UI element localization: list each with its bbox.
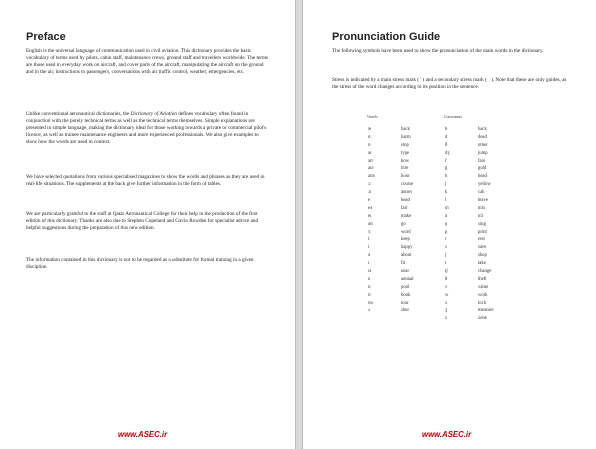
ipa-symbol: t — [445, 261, 447, 267]
ipa-symbol: b — [445, 127, 448, 132]
example-word: course — [401, 182, 414, 188]
example-word: loch — [478, 300, 487, 306]
ipa-symbol: h — [445, 174, 448, 180]
ipa-symbol: m — [445, 205, 449, 211]
consonants-header: Consonants — [444, 115, 462, 119]
example-word: book — [401, 292, 411, 298]
vowel-row — [368, 268, 438, 276]
ipa-symbol: r — [445, 237, 447, 243]
page-title: Preface — [26, 31, 66, 43]
example-word: hire — [401, 166, 409, 172]
consonant-row — [445, 142, 515, 150]
example-word: fit — [401, 261, 406, 267]
ipa-symbol: k — [445, 190, 448, 196]
vowel-row — [368, 221, 438, 229]
consonant-row — [445, 197, 515, 205]
example-word: value — [478, 284, 489, 290]
example-word: back — [401, 127, 410, 132]
vowel-row — [368, 252, 438, 260]
ipa-symbol: θ — [445, 276, 448, 282]
paragraph-text: defines vocabulary often found in conjunction with the purely technical terms as well as the technical terms themselves. Simple explanations are presented in simple language, making the dictionary ideal for those working towards a private or commercial pilot's licence, as well as trainee maintenance engineers and more experienced professionals. We also give examples to show how the words are used in context. — [26, 111, 267, 146]
example-word: theft — [478, 276, 487, 282]
example-word: pool — [401, 284, 410, 290]
example-word: keep — [401, 237, 410, 243]
consonant-row — [445, 284, 515, 292]
consonant-row — [445, 221, 515, 229]
ipa-symbol: d — [445, 134, 448, 140]
example-word: rest — [478, 237, 485, 243]
ipa-symbol: dʒ — [445, 150, 450, 156]
ipa-symbol: eə — [368, 205, 373, 211]
vowel-row — [368, 244, 438, 252]
example-word: word — [401, 229, 411, 235]
ipa-symbol: aɪ — [368, 150, 372, 156]
ipa-symbol: ŋ — [445, 221, 448, 227]
ipa-symbol: p — [445, 229, 448, 235]
vowel-row — [368, 165, 438, 173]
ipa-symbol: v — [445, 284, 448, 290]
ipa-symbol: ɑː — [368, 134, 372, 140]
example-word: how — [401, 158, 410, 164]
ipa-symbol: x — [445, 300, 448, 306]
ipa-symbol: j — [445, 182, 447, 188]
example-word: near — [401, 269, 410, 275]
example-word: other — [478, 142, 488, 148]
example-word: annoy — [401, 190, 413, 196]
vowel-row — [368, 213, 438, 221]
pronunciation-page — [302, 0, 596, 449]
paragraph-text: Unlike conventional aeronautical dictionaries, the — [26, 111, 131, 117]
consonant-row — [445, 315, 515, 323]
consonant-row — [445, 260, 515, 268]
ipa-symbol: i — [368, 245, 370, 251]
example-word: dead — [478, 134, 487, 140]
consonant-row — [445, 213, 515, 221]
vowel-row — [368, 260, 438, 268]
ipa-symbol: ə — [368, 253, 371, 259]
vowel-row — [368, 276, 438, 284]
example-word: head — [478, 174, 487, 180]
ipa-symbol: əʊ — [368, 221, 373, 227]
page-footer: www.ASEC.ir — [118, 430, 168, 439]
example-word: mix — [478, 205, 486, 211]
example-word: take — [478, 261, 486, 267]
consonant-row — [445, 173, 515, 181]
vowel-row — [368, 236, 438, 244]
vowel-row — [368, 292, 438, 300]
example-word: stop — [401, 142, 409, 148]
example-word: work — [478, 292, 488, 298]
consonant-row — [445, 189, 515, 197]
vowel-row — [368, 134, 438, 142]
example-word: tour — [401, 300, 409, 306]
ipa-symbol: aʊə — [368, 174, 375, 180]
consonant-row — [445, 126, 515, 134]
example-word: leave — [478, 198, 488, 204]
example-word: fare — [478, 158, 486, 164]
example-word: go — [401, 221, 406, 227]
pronunciation-intro: The following symbols have been used to show the pronunciation of the main words in the dictionary. — [332, 48, 544, 54]
preface-paragraph-2 — [26, 111, 270, 146]
example-word: back — [478, 127, 487, 132]
ipa-symbol: ɪə — [368, 269, 372, 275]
consonant-row — [445, 229, 515, 237]
preface-paragraph-1: English is the universal language of communication used in civil aviation. This dictionary provides the basic vocabulary of terms used by pilots, cabin staff, maintenance crews, ground staff and travellers worldwide. The terms are those used in everyday work on aircraft, and cover parts of the aircraft, manipulating the aircraft on the ground and in the air, instructions to passengers, conversations with air traffic control, weather, emergencies, etc. — [26, 48, 269, 76]
ipa-symbol: g — [445, 166, 448, 172]
vowel-row — [368, 284, 438, 292]
preface-paragraph-3: We have selected quotations from various specialised magazines to show the words and phrases as they are used in real-life situations. The supplements at the back give further information in the form of tables. — [26, 174, 265, 188]
ipa-symbol: ʌ — [368, 308, 371, 314]
ipa-symbol: ɔɪ — [368, 190, 372, 196]
example-word: hour — [401, 174, 410, 180]
ipa-symbol: ɔː — [368, 182, 372, 188]
consonant-row — [445, 150, 515, 158]
consonant-row — [445, 158, 515, 166]
vowel-row — [368, 197, 438, 205]
consonant-row — [445, 244, 515, 252]
consonant-row — [445, 236, 515, 244]
consonant-row — [445, 300, 515, 308]
ipa-symbol: ʊ — [368, 292, 371, 298]
vowel-row — [368, 158, 438, 166]
example-word: cab — [478, 190, 485, 196]
example-word: measure — [478, 308, 494, 314]
vowel-list — [368, 126, 438, 315]
example-word: shop — [478, 253, 487, 259]
example-word: type — [401, 150, 410, 156]
preface-paragraph-4: We are particularly grateful to the staff at Qatar Aeronautical College for their help in the production of the first edition of this dictionary. Thanks are also due to Stephen Copeland and Gavin Rowden for specialist advice and helpful suggestions during the preparation of this new edition. — [26, 211, 259, 232]
vowel-row — [368, 142, 438, 150]
ipa-symbol: tʃ — [445, 269, 448, 275]
consonant-row — [445, 307, 515, 315]
vowel-row — [368, 173, 438, 181]
stress-note: Stress is indicated by a main stress mark ( ' ) and a secondary stress mark ( ˌ ). Note that these are only guides, as the stress of the word changes according to its position in the sentence. — [332, 77, 567, 91]
ipa-symbol: ɜː — [368, 229, 372, 235]
consonant-list — [445, 126, 515, 323]
ipa-symbol: l — [445, 198, 447, 204]
ipa-symbol: uː — [368, 284, 372, 290]
example-word: fair — [401, 205, 408, 211]
preface-page — [0, 0, 296, 449]
vowels-header: Vowels — [367, 115, 378, 119]
page-title: Pronunciation Guide — [332, 31, 441, 43]
ipa-symbol: u — [368, 276, 371, 282]
ipa-symbol: s — [445, 245, 447, 251]
example-word: head — [401, 198, 410, 204]
vowel-row — [368, 229, 438, 237]
ipa-symbol: æ — [368, 127, 372, 132]
ipa-symbol: ʊə — [368, 300, 373, 306]
consonant-row — [445, 292, 515, 300]
page-footer: www.ASEC.ir — [422, 430, 472, 439]
vowel-row — [368, 307, 438, 315]
ipa-symbol: ɪ — [368, 261, 370, 267]
dictionary-title: Dictionary of Aviation — [130, 111, 177, 117]
example-word: make — [401, 213, 412, 219]
vowel-row — [368, 300, 438, 308]
example-word: change — [478, 269, 492, 275]
example-word: happy — [401, 245, 413, 251]
vowel-row — [368, 150, 438, 158]
ipa-symbol: z — [445, 316, 448, 322]
example-word: about — [401, 253, 412, 259]
example-word: gold — [478, 166, 487, 172]
ipa-symbol: ʃ — [445, 253, 447, 259]
vowel-row — [368, 126, 438, 134]
vowel-row — [368, 189, 438, 197]
consonant-row — [445, 205, 515, 213]
ipa-symbol: e — [368, 198, 371, 204]
example-word: jump — [478, 150, 488, 156]
consonant-row — [445, 134, 515, 142]
consonant-row — [445, 181, 515, 189]
ipa-symbol: f — [445, 158, 447, 164]
example-word: yellow — [478, 182, 491, 188]
example-word: sing — [478, 221, 486, 227]
example-word: annual — [401, 276, 414, 282]
consonant-row — [445, 268, 515, 276]
ipa-symbol: eɪ — [368, 213, 372, 219]
ipa-symbol: aɪə — [368, 166, 374, 172]
ipa-symbol: ɒ — [368, 142, 371, 148]
example-word: shut — [401, 308, 409, 314]
consonant-row — [445, 252, 515, 260]
ipa-symbol: ʒ — [445, 308, 448, 314]
ipa-symbol: aʊ — [368, 158, 373, 164]
ipa-symbol: w — [445, 292, 449, 298]
example-word: print — [478, 229, 487, 235]
vowel-row — [368, 205, 438, 213]
consonant-row — [445, 165, 515, 173]
example-word: nil — [478, 213, 483, 219]
preface-paragraph-5: The information contained in this dictionary is not to be regarded as a substitute for formal training in a given discipline. — [26, 257, 254, 271]
example-word: harm — [401, 134, 411, 140]
ipa-symbol: ð — [445, 142, 448, 148]
vowel-row — [368, 181, 438, 189]
ipa-symbol: n — [445, 213, 448, 219]
example-word: zone — [478, 316, 487, 322]
ipa-symbol: iː — [368, 237, 371, 243]
consonant-row — [445, 276, 515, 284]
example-word: save — [478, 245, 487, 251]
